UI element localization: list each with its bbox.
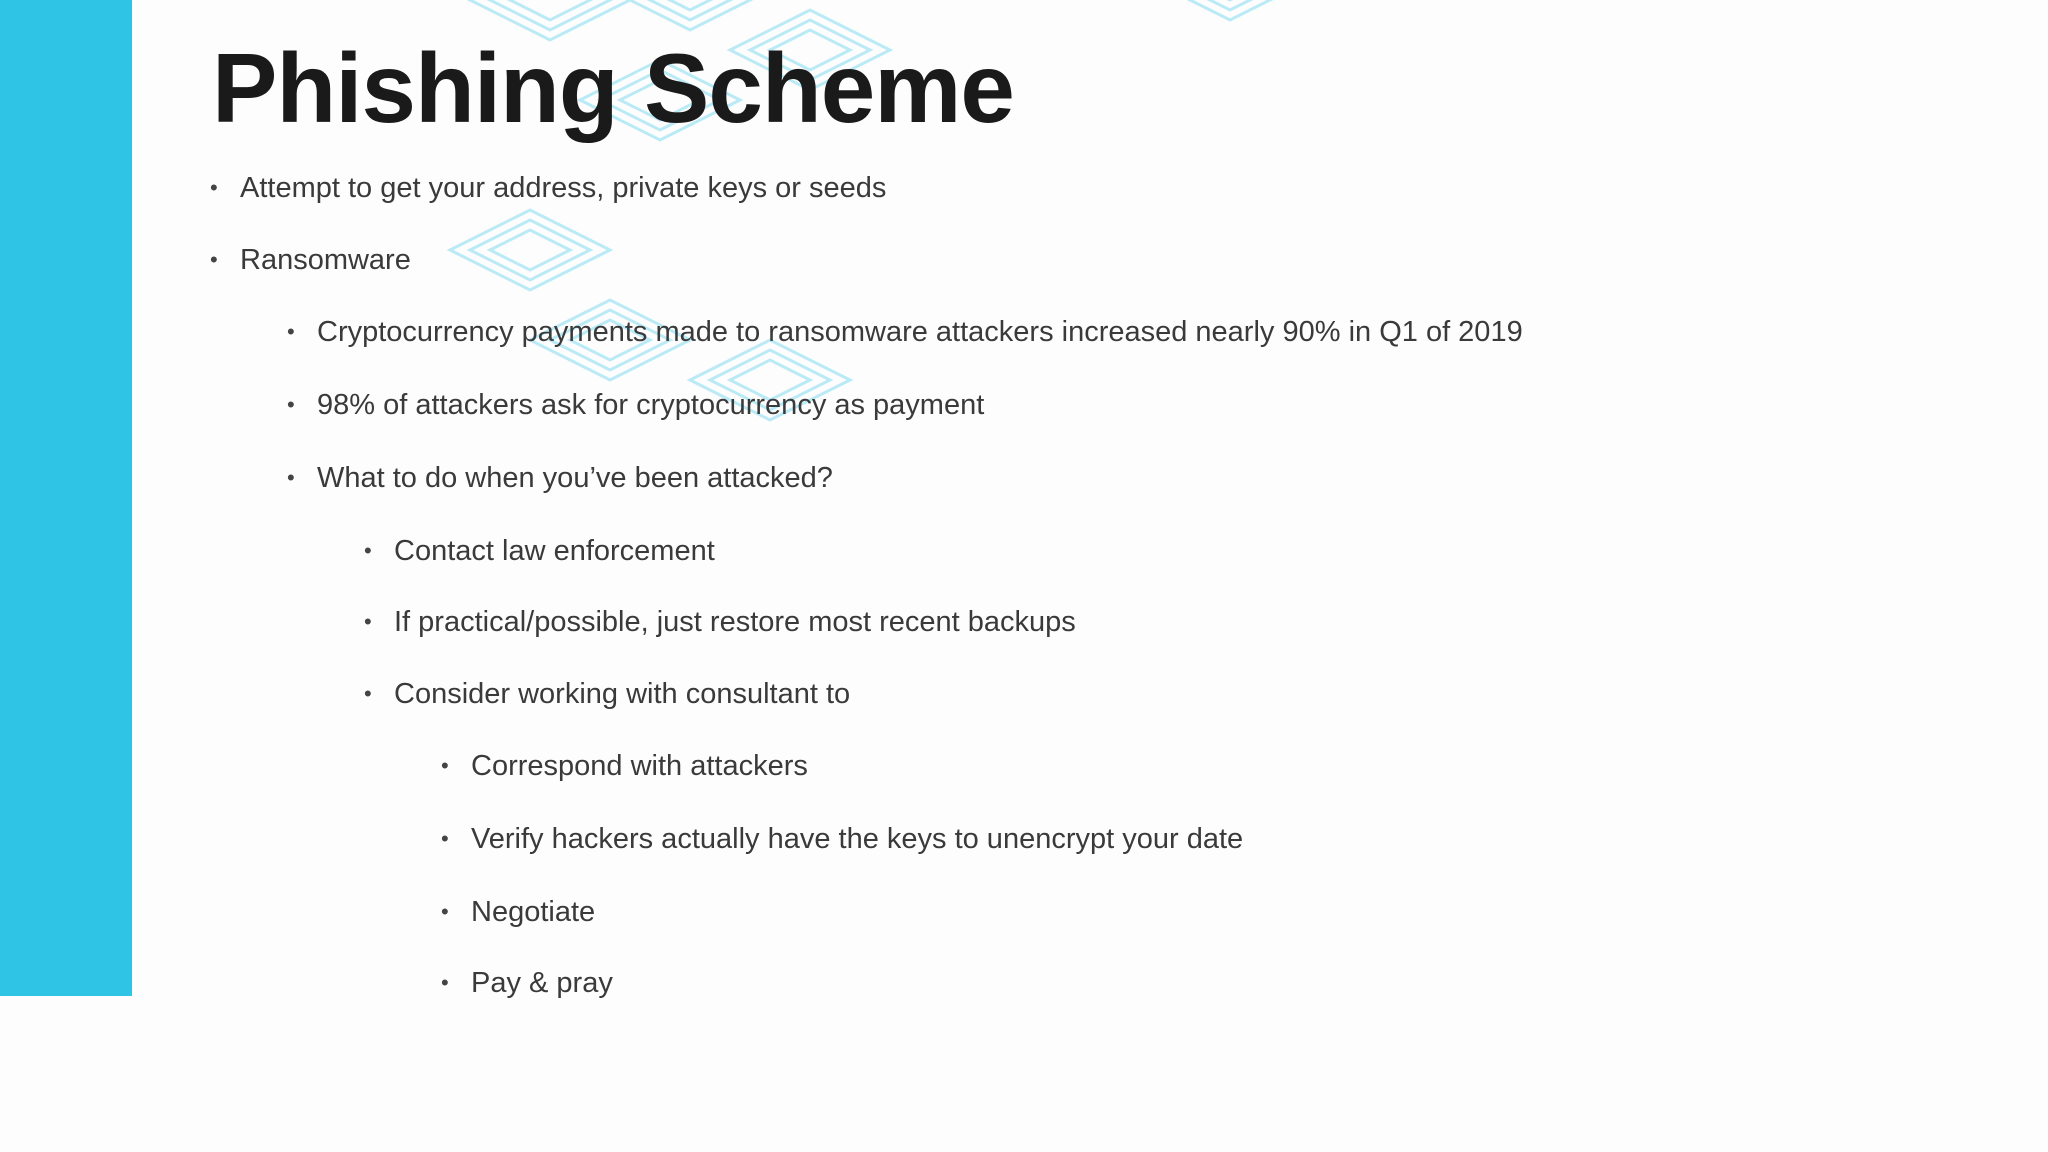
bullet-dot-icon: • bbox=[287, 319, 295, 344]
bullet-item-level-3 bbox=[441, 819, 1243, 859]
bullet-item-level-2 bbox=[364, 674, 850, 714]
bullet-dot-icon: • bbox=[364, 681, 372, 706]
bullet-item-level-2 bbox=[364, 531, 715, 571]
bullet-item-level-3 bbox=[441, 892, 595, 932]
bullet-text: Verify hackers actually have the keys to unencrypt your date bbox=[471, 823, 1244, 855]
bullet-dot-icon: • bbox=[210, 175, 218, 200]
bullet-item-level-1 bbox=[287, 312, 1523, 352]
bullet-dot-icon: • bbox=[364, 609, 372, 634]
bullet-text: Attempt to get your address, private keys or seeds bbox=[240, 172, 887, 204]
bullet-dot-icon: • bbox=[441, 826, 449, 851]
bullet-dot-icon: • bbox=[441, 970, 449, 995]
bullet-text: Negotiate bbox=[471, 896, 596, 928]
bullet-item-level-0 bbox=[210, 240, 411, 280]
bullet-text: 98% of attackers ask for cryptocurrency as payment bbox=[317, 389, 985, 421]
bullet-item-level-2 bbox=[364, 602, 1076, 642]
bullet-item-level-1 bbox=[287, 458, 833, 498]
bullet-text: Pay & pray bbox=[471, 967, 613, 999]
bullet-text: What to do when you’ve been attacked? bbox=[317, 462, 833, 494]
bullet-dot-icon: • bbox=[441, 753, 449, 778]
bullet-item-level-1 bbox=[287, 385, 984, 425]
bullet-item-level-0 bbox=[210, 168, 886, 208]
bullet-dot-icon: • bbox=[210, 247, 218, 272]
slide-title: Phishing Scheme bbox=[212, 33, 1014, 143]
bullet-item-level-3 bbox=[441, 746, 808, 786]
bullet-text: If practical/possible, just restore most recent backups bbox=[394, 606, 1076, 638]
bullet-text: Ransomware bbox=[240, 244, 411, 276]
bullet-text: Consider working with consultant to bbox=[394, 678, 851, 710]
bullet-text: Correspond with attackers bbox=[471, 750, 808, 782]
bullet-dot-icon: • bbox=[441, 899, 449, 924]
bullet-text: Cryptocurrency payments made to ransomware attackers increased nearly 90% in Q1 of 2019 bbox=[317, 316, 1523, 348]
bullet-dot-icon: • bbox=[287, 392, 295, 417]
bullet-dot-icon: • bbox=[364, 538, 372, 563]
bullet-item-level-3 bbox=[441, 963, 613, 1003]
bullet-text: Contact law enforcement bbox=[394, 535, 715, 567]
bullet-dot-icon: • bbox=[287, 465, 295, 490]
